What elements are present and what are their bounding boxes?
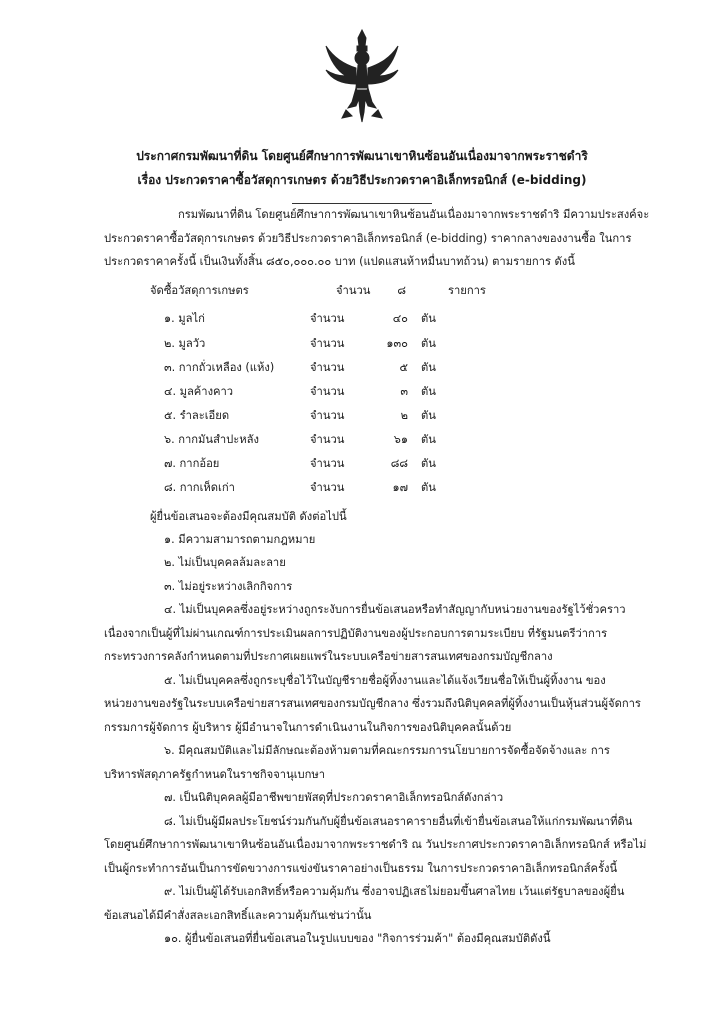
item-unit: ตัน <box>421 385 436 398</box>
item-name: ๓. กากถั่วเหลือง (แห้ง) <box>164 361 275 374</box>
item-unit: ตัน <box>421 433 436 446</box>
item-qty-label: จำนวน <box>310 457 345 470</box>
item-qty: ๑๓๐ <box>386 337 408 350</box>
item-qty-label: จำนวน <box>310 312 345 325</box>
qualification-line: ๙. ไม่เป็นผู้ได้รับเอกสิทธิ์หรือความคุ้มกัน ซึ่งอาจปฏิเสธไม่ยอมขึ้นศาลไทย เว้นแต่รัฐบาลของผู้ยื่น <box>164 885 625 898</box>
qualification-line: ๔. ไม่เป็นบุคคลซึ่งอยู่ระหว่างถูกระงับการยื่นข้อเสนอหรือทำสัญญากับหน่วยงานของรัฐไว้ชั่วคราว <box>164 603 626 616</box>
item-name: ๒. มูลวัว <box>164 337 206 350</box>
document-title-line2: เรื่อง ประกวดราคาซื้อวัสดุการเกษตร ด้วยวิธีประกวดราคาอิเล็กทรอนิกส์ (e-bidding) <box>137 173 587 187</box>
item-qty-label: จำนวน <box>310 409 345 422</box>
qualification-line: ๘. ไม่เป็นผู้มีผลประโยชน์ร่วมกันกับผู้ยื่นข้อเสนอราคารายอื่นที่เข้ายื่นข้อเสนอให้แก่กรมพัฒนาที่ดิน <box>164 815 633 828</box>
qualification-line: ๑๐. ผู้ยื่นข้อเสนอที่ยื่นข้อเสนอในรูปแบบของ "กิจการร่วมค้า" ต้องมีคุณสมบัติดังนี้ <box>164 932 551 945</box>
intro-line1: กรมพัฒนาที่ดิน โดยศูนย์ศึกษาการพัฒนาเขาหินซ้อนอันเนื่องมาจากพระราชดำริ มีความประสงค์จะ <box>178 208 650 221</box>
summary-qty: ๘ <box>397 284 406 297</box>
qualification-line: ๕. ไม่เป็นบุคคลซึ่งถูกระบุชื่อไว้ในบัญชีรายชื่อผู้ทิ้งงานและได้แจ้งเวียนชื่อให้เป็นผู้ทิ้งงาน ของ <box>164 674 606 687</box>
qualification-line: ๑. มีความสามารถตามกฎหมาย <box>164 533 316 546</box>
qualification-line: ข้อเสนอได้มีคำสั่งสละเอกสิทธิ์และความคุ้มกันเช่นว่านั้น <box>104 909 372 922</box>
item-unit: ตัน <box>421 457 436 470</box>
item-qty: ๘๘ <box>390 457 408 470</box>
item-qty-label: จำนวน <box>310 433 345 446</box>
qualification-line: กระทรวงการคลังกำหนดตามที่ประกาศเผยแพร่ในระบบเครือข่ายสารสนเทศของกรมบัญชีกลาง <box>104 650 553 663</box>
summary-qty-label: จำนวน <box>336 284 371 297</box>
item-name: ๑. มูลไก่ <box>164 312 205 325</box>
item-name: ๗. กากอ้อย <box>164 457 220 470</box>
item-qty: ๕ <box>399 361 408 374</box>
qualification-line: เนื่องจากเป็นผู้ที่ไม่ผ่านเกณฑ์การประเมินผลการปฏิบัติงานของผู้ประกอบการตามระเบียบ ที่รัฐมนตรีว่าการ <box>104 627 608 640</box>
item-unit: ตัน <box>421 337 436 350</box>
item-name: ๘. กากเห็ดเก่า <box>164 481 235 494</box>
qualification-line: บริหารพัสดุภาครัฐกำหนดในราชกิจจานุเบกษา <box>104 768 326 781</box>
item-name: ๕. รำละเอียด <box>164 409 230 422</box>
qualification-line: ๖. มีคุณสมบัติและไม่มีลักษณะต้องห้ามตามที่คณะกรรมการนโยบายการจัดซื้อจัดจ้างและ การ <box>164 744 610 757</box>
summary-unit: รายการ <box>448 284 486 297</box>
title-divider <box>292 203 432 204</box>
item-qty: ๒ <box>400 409 408 422</box>
item-qty: ๑๗ <box>392 481 408 494</box>
qualification-line: เป็นผู้กระทำการอันเป็นการขัดขวางการแข่งขันราคาอย่างเป็นธรรม ในการประกวดราคาอิเล็กทรอนิกส์ครั้งนี้ <box>104 862 618 875</box>
item-unit: ตัน <box>421 481 436 494</box>
qualification-line: ๗. เป็นนิติบุคคลผู้มีอาชีพขายพัสดุที่ประกวดราคาอิเล็กทรอนิกส์ดังกล่าว <box>164 791 504 804</box>
item-qty: ๔๐ <box>392 312 408 325</box>
item-unit: ตัน <box>421 361 436 374</box>
qualification-line: กรรมการผู้จัดการ ผู้บริหาร ผู้มีอำนาจในการดำเนินงานในกิจการของนิติบุคคลนั้นด้วย <box>104 721 512 734</box>
item-qty: ๖๑ <box>393 433 408 446</box>
intro-line3: ประกวดราคาครั้งนี้ เป็นเงินทั้งสิ้น ๘๕๐,๐๐๐.๐๐ บาท (แปดแสนห้าหมื่นบาทถ้วน) ตามรายการ ดังนี้ <box>104 255 575 268</box>
item-qty-label: จำนวน <box>310 337 345 350</box>
qualification-line: หน่วยงานของรัฐในระบบเครือข่ายสารสนเทศของกรมบัญชีกลาง ซึ่งรวมถึงนิติบุคคลที่ผู้ทิ้งงานเป็นหุ้นส่วนผู้จัดการ <box>104 697 641 710</box>
summary-label: จัดซื้อวัสดุการเกษตร <box>150 284 249 297</box>
garuda-emblem-icon <box>322 28 402 128</box>
item-name: ๔. มูลค้างคาว <box>164 385 234 398</box>
qualification-line: โดยศูนย์ศึกษาการพัฒนาเขาหินซ้อนอันเนื่องมาจากพระราชดำริ ณ วันประกาศประกวดราคาอิเล็กทรอนิกส์ หรือไม่ <box>104 838 647 851</box>
item-unit: ตัน <box>421 409 436 422</box>
item-qty-label: จำนวน <box>310 385 345 398</box>
qualification-line: ๓. ไม่อยู่ระหว่างเลิกกิจการ <box>164 580 293 593</box>
qualification-line: ๒. ไม่เป็นบุคคลล้มละลาย <box>164 556 286 569</box>
item-qty-label: จำนวน <box>310 361 345 374</box>
item-qty-label: จำนวน <box>310 481 345 494</box>
item-name: ๖. กากมันสำปะหลัง <box>164 433 259 446</box>
item-unit: ตัน <box>421 312 436 325</box>
qualifications-heading: ผู้ยื่นข้อเสนอจะต้องมีคุณสมบัติ ดังต่อไปนี้ <box>150 510 347 523</box>
item-qty: ๓ <box>400 385 408 398</box>
intro-line2: ประกวดราคาซื้อวัสดุการเกษตร ด้วยวิธีประกวดราคาอิเล็กทรอนิกส์ (e-bidding) ราคากลางของงานซื้อ ในการ <box>104 232 632 245</box>
document-title-line1: ประกาศกรมพัฒนาที่ดิน โดยศูนย์ศึกษาการพัฒนาเขาหินซ้อนอันเนื่องมาจากพระราชดำริ <box>136 149 588 163</box>
